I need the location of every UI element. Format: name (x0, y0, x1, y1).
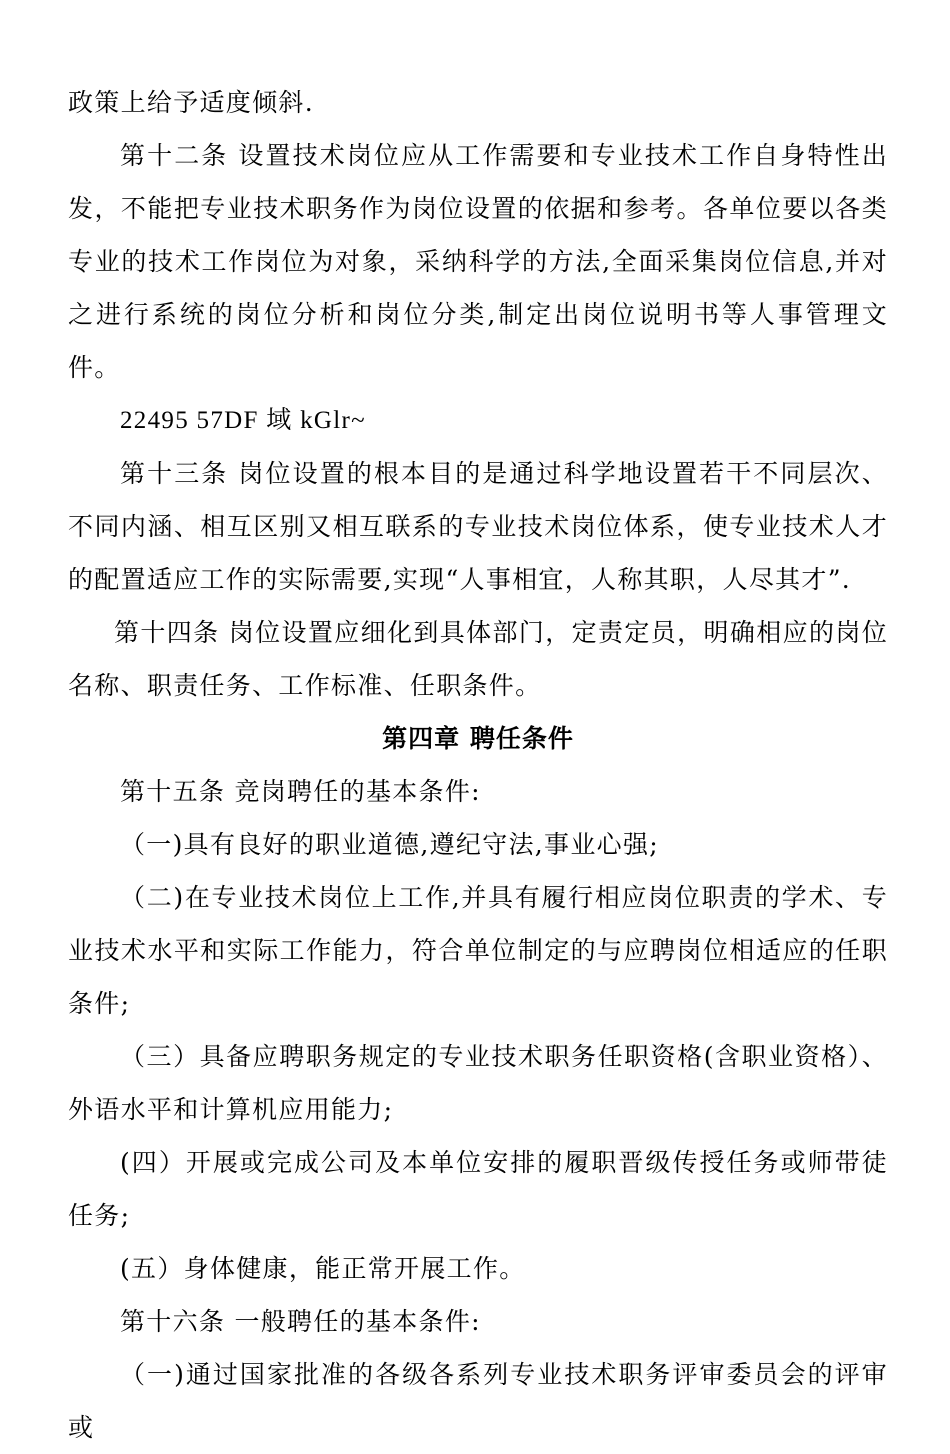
paragraph-policy-tilt: 政策上给予适度倾斜. (68, 88, 314, 117)
stray-code-line: 22495 57DF 域 kGlr~ (120, 407, 366, 434)
chapter-4-heading: 第四章 聘任条件 (382, 724, 574, 753)
article-15-item-2: （二)在专业技术岗位上工作,并具有履行相应岗位职责的学术、专业技术水平和实际工作能力，符合单位制定的与应聘岗位相适应的任职条件; (68, 883, 888, 1018)
article-15-item-3: （三）具备应聘职务规定的专业技术职务任职资格(含职业资格）、外语水平和计算机应用能力; (68, 1042, 888, 1124)
article-14: 第十四条 岗位设置应细化到具体部门，定责定员，明确相应的岗位名称、职责任务、工作标准、任职条件。 (68, 618, 888, 700)
article-15: 第十五条 竞岗聘任的基本条件: (120, 777, 481, 806)
article-13: 第十三条 岗位设置的根本目的是通过科学地设置若干不同层次、不同内涵、相互区别又相互联系的专业技术岗位体系，使专业技术人才的配置适应工作的实际需要,实现“人事相宜，人称其职，人尽其才”. (68, 459, 888, 594)
article-16-item-1: （一)通过国家批准的各级各系列专业技术职务评审委员会的评审或 (68, 1360, 888, 1442)
article-12: 第十二条 设置技术岗位应从工作需要和专业技术工作自身特性出发，不能把专业技术职务作为岗位设置的依据和参考。各单位要以各类专业的技术工作岗位为对象，采纳科学的方法,全面采集岗位信息,并对之进行系统的岗位分析和岗位分类,制定出岗位说明书等人事管理文件。 (68, 141, 888, 382)
article-15-item-5: (五）身体健康，能正常开展工作。 (120, 1254, 526, 1283)
article-15-item-1: （一)具有良好的职业道德,遵纪守法,事业心强; (120, 830, 659, 859)
article-16: 第十六条 一般聘任的基本条件: (120, 1307, 481, 1336)
article-15-item-4: (四）开展或完成公司及本单位安排的履职晋级传授任务或师带徒任务; (68, 1148, 888, 1230)
document-page (68, 76, 888, 1454)
